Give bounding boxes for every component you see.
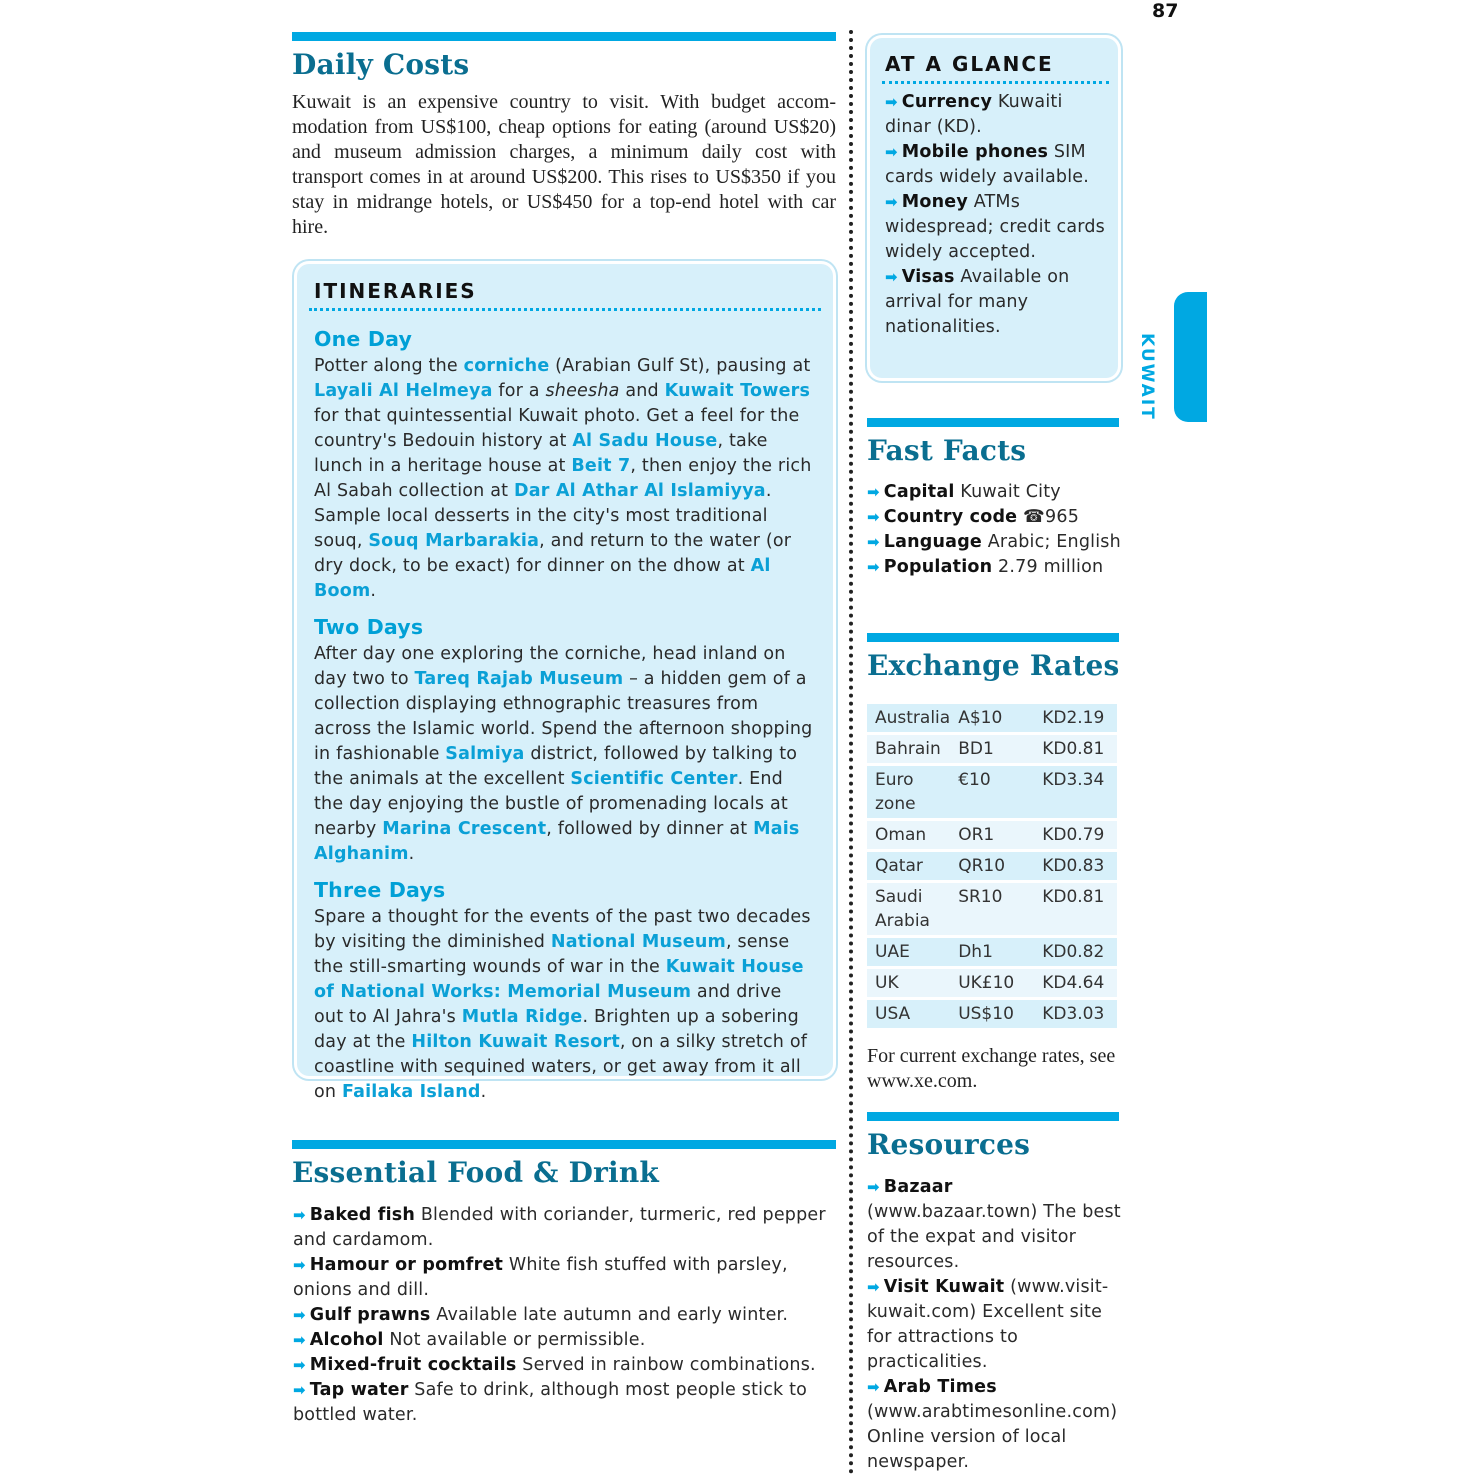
table-row: Saudi Arabia SR10 KD0.81: [867, 883, 1117, 935]
one-day-text: Potter along the corniche (Arabian Gulf St), pausing at Layali Al Helmeya for a sheesha and Kuwait Towers for that quintessential Kuwait photo. Get a feel for the country's Bedouin history at Al Sadu House, take lunch in a heritage house at Beit 7, then enjoy the rich Al Sabah collection at Dar Al Athar Al Islamiyya. Sample local desserts in the city's most traditional souq, Souq Marbarakia, and return to the water (or dry dock, to be exact) for dinner on the dhow at Al Boom.: [314, 356, 812, 601]
glance-item: ➡ Mobile phones SIM cards widely available.: [885, 142, 1090, 187]
arrow-right-icon: ➡: [867, 483, 880, 501]
place-link: Marina Crescent: [382, 819, 547, 839]
itineraries-title: ITINERARIES: [314, 279, 477, 303]
arrow-right-icon: ➡: [293, 1306, 306, 1324]
exchange-rates-bar: [867, 633, 1119, 642]
place-link: Kuwait House of National Works: Memorial Museum: [314, 957, 804, 1002]
glance-item: ➡ Money ATMs widespread; credit cards widely accepted.: [885, 192, 1105, 262]
three-days-text: Spare a thought for the events of the past two decades by visiting the diminished National Museum, sense the still-smarting wounds of war in the Kuwait House of National Works: Memorial Museum and drive out to Al Jahra's Mutla Ridge. Brighten up a sobering day at the Hilton Kuwait Resort, on a silky stretch of coastline with sequined waters, or get away from it all on Failaka Island.: [314, 907, 811, 1102]
daily-costs-bar: [292, 32, 836, 41]
table-row: Australia A$10 KD2.19: [867, 704, 1117, 732]
resource-item: ➡ Arab Times (www.arabtimesonline.com) Online version of local newspaper.: [867, 1377, 1118, 1472]
arrow-right-icon: ➡: [867, 1178, 880, 1196]
fact-item: ➡ Capital Kuwait City: [867, 482, 1061, 502]
table-row: Bahrain BD1 KD0.81: [867, 735, 1117, 763]
arrow-right-icon: ➡: [293, 1356, 306, 1374]
resources-title: Resources: [867, 1128, 1031, 1161]
resources-bar: [867, 1112, 1119, 1121]
glance-item: ➡ Currency Kuwaiti dinar (KD).: [885, 92, 1063, 137]
food-title: Essential Food & Drink: [292, 1156, 660, 1189]
place-link: corniche: [463, 356, 550, 376]
table-row: UK UK£10 KD4.64: [867, 969, 1117, 997]
fast-facts-title: Fast Facts: [867, 434, 1027, 467]
resource-item: ➡ Visit Kuwait (www.visit-kuwait.com) Excellent site for attractions to practicalities.: [867, 1277, 1109, 1372]
food-item: ➡ Mixed-fruit cocktails Served in rainbow combinations.: [293, 1355, 816, 1375]
three-days-heading: Three Days: [314, 878, 446, 902]
place-link: Salmiya: [445, 744, 525, 764]
place-link: Al Boom: [314, 556, 771, 601]
exchange-rates-table: [867, 701, 1117, 1031]
arrow-right-icon: ➡: [293, 1256, 306, 1274]
food-item: ➡ Tap water Safe to drink, although most people stick to bottled water.: [293, 1380, 808, 1425]
arrow-right-icon: ➡: [293, 1206, 306, 1224]
arrow-right-icon: ➡: [867, 1278, 880, 1296]
place-link: Souq Marbarakia: [368, 531, 540, 551]
arrow-right-icon: ➡: [867, 558, 880, 576]
arrow-right-icon: ➡: [867, 1378, 880, 1396]
table-row: USA US$10 KD3.03: [867, 1000, 1117, 1028]
table-row: Qatar QR10 KD0.83: [867, 852, 1117, 880]
place-link: Scientific Center: [570, 769, 738, 789]
one-day-heading: One Day: [314, 327, 413, 351]
place-link: Mais Alghanim: [314, 819, 800, 864]
at-a-glance-list: [885, 90, 1110, 340]
place-link: Layali Al Helmeya: [314, 381, 493, 401]
fast-facts-bar: [867, 418, 1119, 427]
at-a-glance-rule: [882, 81, 1109, 84]
place-link: Mutla Ridge: [461, 1007, 583, 1027]
exchange-rates-title: Exchange Rates: [867, 649, 1120, 682]
page-number: 87: [1152, 0, 1179, 22]
table-row: Euro zone €10 KD3.34: [867, 766, 1117, 818]
itineraries-content: [314, 324, 816, 1105]
food-list: [293, 1203, 837, 1428]
chapter-tab-label: KUWAIT: [1137, 333, 1157, 421]
arrow-right-icon: ➡: [885, 143, 898, 161]
food-item: ➡ Alcohol Not available or permissible.: [293, 1330, 646, 1350]
exchange-rates-note: For current exchange rates, see www.xe.com.: [867, 1045, 1116, 1092]
resource-item: ➡ Bazaar (www.bazaar.town) The best of the expat and visitor resources.: [867, 1177, 1121, 1272]
food-item: ➡ Gulf prawns Available late autumn and early winter.: [293, 1305, 789, 1325]
daily-costs-title: Daily Costs: [292, 48, 470, 81]
chapter-tab: [1174, 292, 1207, 422]
place-link: Kuwait Towers: [664, 381, 811, 401]
place-link: Tareq Rajab Museum: [414, 669, 624, 689]
fact-item: ➡ Population 2.79 million: [867, 557, 1104, 577]
place-link: Dar Al Athar Al Islamiyya: [514, 481, 766, 501]
arrow-right-icon: ➡: [293, 1331, 306, 1349]
two-days-heading: Two Days: [314, 615, 424, 639]
table-row: UAE Dh1 KD0.82: [867, 938, 1117, 966]
place-link: Failaka Island: [341, 1082, 481, 1102]
resources-list: [867, 1175, 1122, 1475]
arrow-right-icon: ➡: [867, 533, 880, 551]
place-link: National Museum: [550, 932, 726, 952]
fact-item: ➡ Language Arabic; English: [867, 532, 1121, 552]
daily-costs-body: Kuwait is an expensive country to visit. With budget accommodation from US$100, cheap options for eating (around US$20) and museum admission charges, a minimum daily cost with transport comes in at around US$200. This rises to US$350 if you stay in midrange hotels, or US$450 for a top-end hotel with car hire.: [292, 91, 836, 238]
food-item: ➡ Hamour or pomfret White fish stuffed with parsley, onions and dill.: [293, 1255, 788, 1300]
fact-item: ➡ Country code ☎965: [867, 507, 1080, 527]
place-link: Al Sadu House: [572, 431, 718, 451]
itineraries-rule: [309, 308, 821, 311]
fast-facts-list: [867, 480, 1127, 580]
glance-item: ➡ Visas Available on arrival for many nationalities.: [885, 267, 1070, 337]
food-item: ➡ Baked fish Blended with coriander, turmeric, red pepper and cardamom.: [293, 1205, 826, 1250]
arrow-right-icon: ➡: [867, 508, 880, 526]
arrow-right-icon: ➡: [885, 268, 898, 286]
place-link: Beit 7: [571, 456, 631, 476]
two-days-text: After day one exploring the corniche, head inland on day two to Tareq Rajab Museum – a hidden gem of a collection displaying ethnographic treasures from across the Islamic world. Spend the afternoon shopping in fashionable Salmiya district, followed by talking to the animals at the excellent Scientific Center. End the day enjoying the bustle of promenading locals at nearby Marina Crescent, followed by dinner at Mais Alghanim.: [314, 644, 813, 864]
column-divider: [849, 30, 853, 1475]
at-a-glance-title: AT A GLANCE: [885, 52, 1054, 76]
food-bar: [292, 1140, 836, 1149]
arrow-right-icon: ➡: [293, 1381, 306, 1399]
arrow-right-icon: ➡: [885, 93, 898, 111]
table-row: Oman OR1 KD0.79: [867, 821, 1117, 849]
place-link: Hilton Kuwait Resort: [411, 1032, 620, 1052]
arrow-right-icon: ➡: [885, 193, 898, 211]
